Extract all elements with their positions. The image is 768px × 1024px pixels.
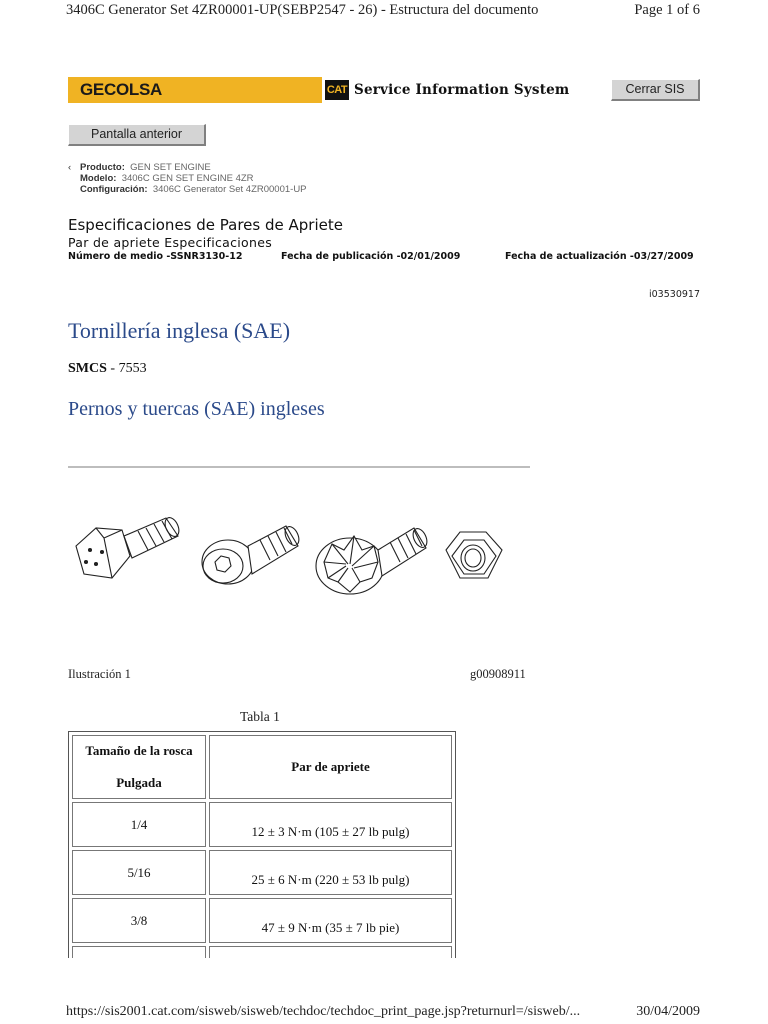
- illustration-caption: Ilustración 1: [68, 667, 131, 681]
- sis-banner: [68, 77, 700, 103]
- illustration-id: g00908911: [470, 667, 526, 681]
- bolt-nut-illustration: [68, 478, 530, 628]
- footer-url[interactable]: https://sis2001.cat.com/sisweb/sisweb/techdoc/techdoc_print_page.jsp?returnurl=/sisweb/...: [66, 1004, 581, 1019]
- print-page-number: Page 1 of 6: [634, 2, 700, 18]
- table-row: [72, 850, 452, 895]
- update-date: Fecha de actualización -03/27/2009: [505, 251, 694, 262]
- torque-table: [68, 731, 456, 970]
- footer-date: 30/04/2009: [636, 1004, 700, 1019]
- subsection-heading: Pernos y tuercas (SAE) ingleses: [68, 398, 325, 420]
- cell-torque: 47 ± 9 N·m (35 ± 7 lb pie): [209, 898, 452, 943]
- publication-date: Fecha de publicación -02/01/2009: [281, 251, 461, 262]
- document-title: Especificaciones de Pares de Apriete: [68, 216, 343, 234]
- header-torque: Par de apriete: [209, 735, 452, 799]
- print-header-title: 3406C Generator Set 4ZR00001-UP(SEBP2547 - 26) - Estructura del documento: [66, 2, 539, 18]
- previous-screen-button[interactable]: Pantalla anterior: [68, 124, 206, 146]
- cell-torque: 12 ± 3 N·m (105 ± 27 lb pulg): [209, 802, 452, 847]
- close-sis-button[interactable]: Cerrar SIS: [611, 79, 700, 101]
- sis-title: Service Information System: [354, 82, 570, 98]
- media-number: Número de medio -SSNR3130-12: [68, 251, 243, 262]
- document-subtitle: Par de apriete Especificaciones: [68, 235, 273, 250]
- cell-size: 5/16: [72, 850, 206, 895]
- back-arrow-icon[interactable]: ‹: [68, 162, 72, 173]
- document-id: i03530917: [649, 289, 700, 300]
- hex-bolt-drawing: [76, 515, 182, 578]
- breadcrumb-product[interactable]: ‹ Producto: GEN SET ENGINE: [68, 162, 211, 173]
- table-header-row: [72, 735, 452, 799]
- cell-size: 3/8: [72, 898, 206, 943]
- cat-logo: CAT: [325, 80, 349, 100]
- breadcrumb-config: Configuración: 3406C Generator Set 4ZR00001-UP: [80, 184, 307, 195]
- table-row: [72, 898, 452, 943]
- twelve-point-bolt-drawing: [316, 526, 430, 594]
- table-row: [72, 802, 452, 847]
- section-heading: Tornillería inglesa (SAE): [68, 318, 291, 343]
- table-caption: Tabla 1: [240, 709, 280, 724]
- breadcrumb-model: Modelo: 3406C GEN SET ENGINE 4ZR: [80, 173, 254, 184]
- hex-nut-drawing: [446, 532, 502, 578]
- cell-torque: 25 ± 6 N·m (220 ± 53 lb pulg): [209, 850, 452, 895]
- cell-size: 1/4: [72, 802, 206, 847]
- smcs-code: SMCS - 7553: [68, 361, 147, 376]
- socket-cap-screw-drawing: [202, 524, 302, 584]
- header-thread-size: Tamaño de la rosca Pulgada: [72, 735, 206, 799]
- divider: [68, 466, 530, 468]
- dealer-brand: GECOLSA: [68, 77, 322, 103]
- page-break-mask: [0, 958, 768, 1002]
- breadcrumb: [68, 162, 307, 195]
